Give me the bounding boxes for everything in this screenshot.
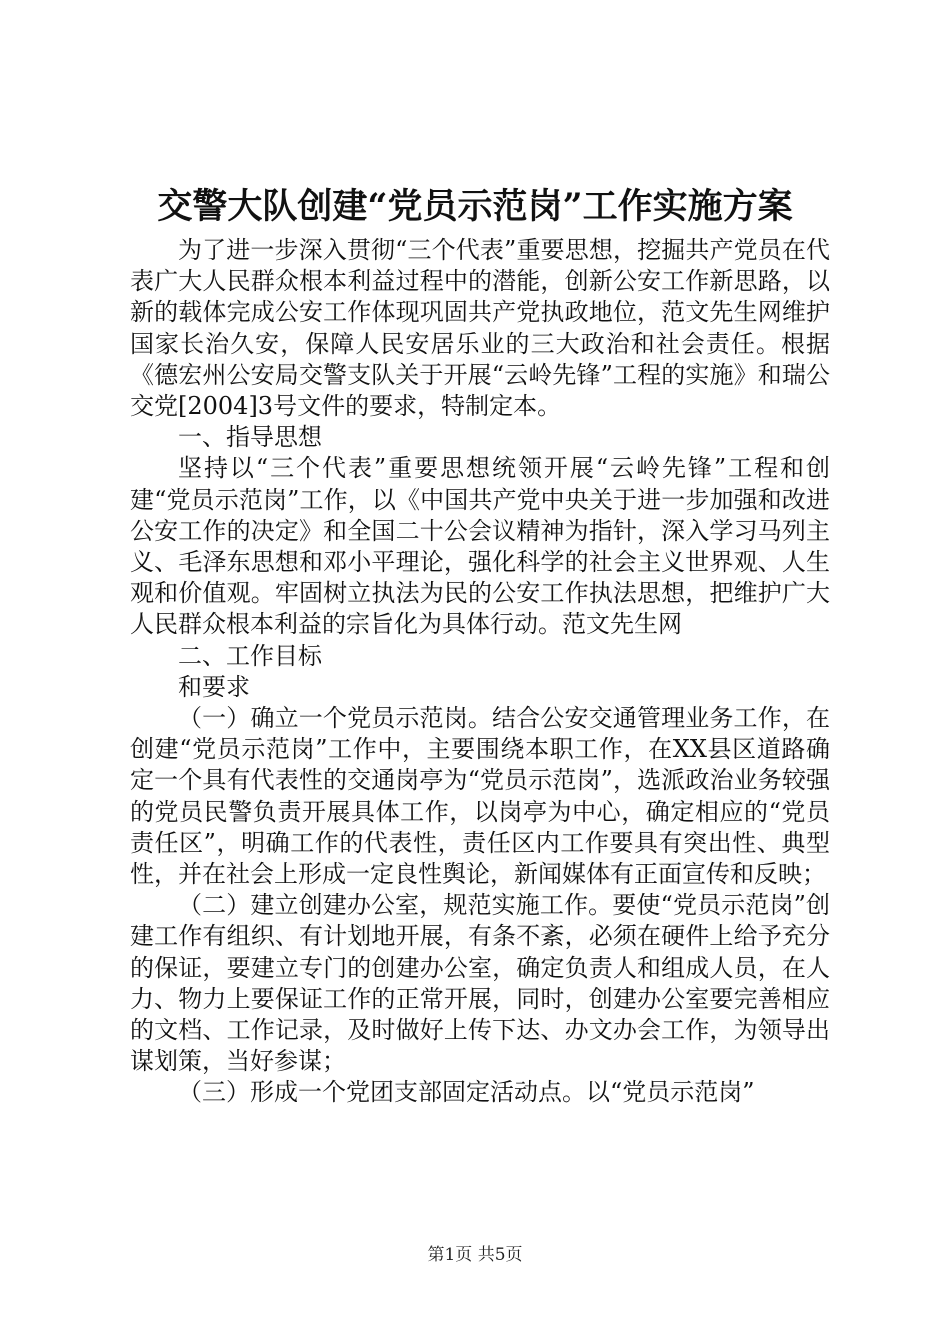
intro-paragraph: 为了进一步深入贯彻“三个代表”重要思想，挖掘共产党员在代表广大人民群众根本利益过程中的潜能，创新公安工作新思路，以新的载体完成公安工作体现巩固共产党执政地位，范文先生网维护国家长治久安，保障人民安居乐业的三大政治和社会责任。根据《德宏州公安局交警支队关于开展“云岭先锋”工程的实施》和瑞公交党[2004]3号文件的要求，特制定本。 [130, 236, 830, 421]
goal-item-1-paragraph: （一）确立一个党员示范岗。结合公安交通管理业务工作，在创建“党员示范岗”工作中，主要围绕本职工作，在XX县区道路确定一个具有代表性的交通岗亭为“党员示范岗”，选派政治业务较强的党员民警负责开展具体工作，以岗亭为中心，确定相应的“党员责任区”，明确工作的代表性，责任区内工作要具有突出性、典型性，并在社会上形成一定良性舆论，新闻媒体有正面宣传和反映； [130, 704, 830, 889]
document-body [130, 235, 830, 1109]
document-title: 交警大队创建“党员示范岗”工作实施方案 [157, 186, 793, 227]
goal-item-2-paragraph: （二）建立创建办公室，规范实施工作。要使“党员示范岗”创建工作有组织、有计划地开展，有条不紊，必须在硬件上给予充分的保证，要建立专门的创建办公室，确定负责人和组成人员，在人力、物力上要保证工作的正常开展，同时，创建办公室要完善相应的文档、工作记录，及时做好上传下达、办文办会工作，为领导出谋划策，当好参谋； [130, 891, 830, 1076]
section-heading-guiding-ideology: 一、指导思想 [178, 423, 322, 452]
page-footer: 第1页 共5页 [427, 1245, 523, 1265]
guiding-ideology-paragraph: 坚持以“三个代表”重要思想统领开展“云岭先锋”工程和创建“党员示范岗”工作，以《中国共产党中央关于进一步加强和改进公安工作的决定》和全国二十公会议精神为指针，深入学习马列主义、毛泽东思想和邓小平理论，强化科学的社会主义世界观、人生观和价值观。牢固树立执法为民的公安工作执法思想，把维护广大人民群众根本利益的宗旨化为具体行动。范文先生网 [130, 454, 830, 639]
goal-item-3-paragraph: （三）形成一个党团支部固定活动点。以“党员示范岗” [178, 1078, 755, 1107]
section-heading-requirements: 和要求 [178, 672, 250, 701]
section-heading-work-goals: 二、工作目标 [178, 641, 322, 670]
